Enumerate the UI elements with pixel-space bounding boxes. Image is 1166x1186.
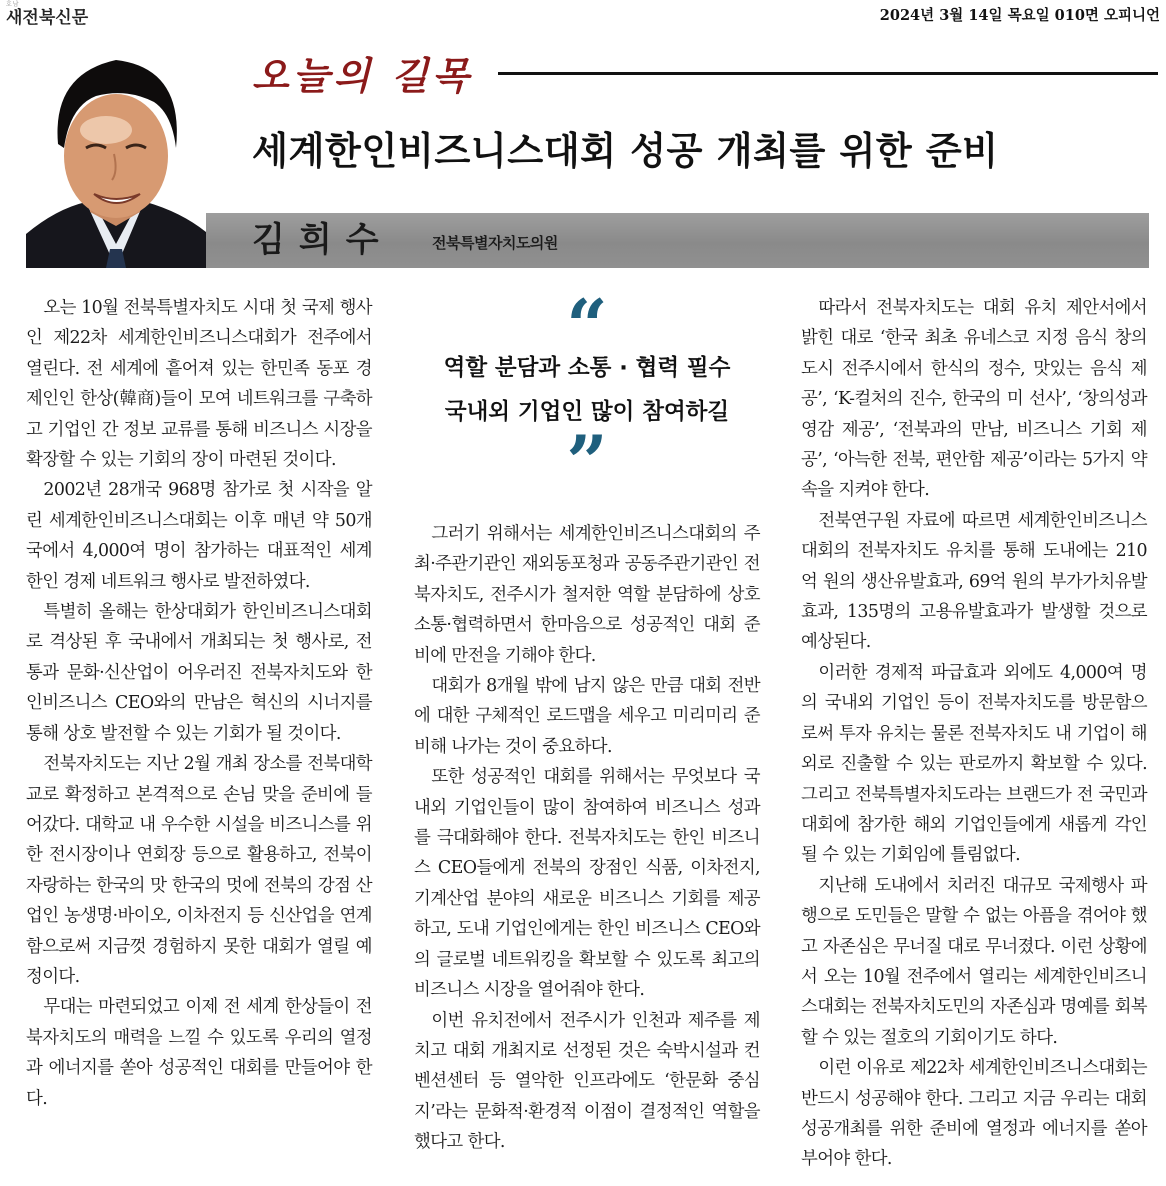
paragraph: 이런 이유로 제22차 세계한인비즈니스대회는 반드시 성공해야 한다. 그리고 지금 우리는 대회 성공개최를 위한 준비에 열정과 에너지를 쏟아부어야 한다. <box>801 1058 1147 1170</box>
series-title: 오늘의 길목 <box>252 53 473 98</box>
paragraph: 2002년 28개국 968명 참가로 첫 시작을 알린 세계한인비즈니스대회는 이후 매년 약 50개국에서 4,000여 명이 참가하는 대표적인 세계 한인 경제 네트워크 행사로 발전하였다. <box>26 480 372 592</box>
paragraph: 대회가 8개월 밖에 남지 않은 만큼 대회 전반에 대한 구체적인 로드맵을 세우고 미리미리 준비해 나가는 것이 중요하다. <box>414 676 760 757</box>
newspaper-masthead <box>6 2 88 27</box>
author-role: 전북특별자치도의원 <box>432 234 558 252</box>
pull-quote-line: 국내외 기업인 많이 참여하길 <box>444 399 730 425</box>
close-quote-icon: ” <box>566 434 608 482</box>
byline-bar <box>206 213 1149 268</box>
paragraph: 무대는 마련되었고 이제 전 세계 한상들이 전북자치도의 매력을 느낄 수 있도록 우리의 열정과 에너지를 쏟아 성공적인 대회를 만들어야 한다. <box>26 997 372 1109</box>
series-divider <box>498 72 1158 75</box>
article-column-2 <box>414 519 760 1158</box>
paragraph: 이러한 경제적 파급효과 외에도 4,000여 명의 국내외 기업인 등이 전북자치도를 방문함으로써 투자 유치는 물론 전북자치도 내 기업이 해외로 진출할 수 있는 판로까지 확보할 수 있다. 그리고 전북특별자치도라는 브랜드가 전 국민과 대회에 참가한 해외 기업인들에게 새롭게 각인될 수 있는 기회임에 틀림없다. <box>801 662 1147 866</box>
dateline: 2024년 3월 14일 목요일 010면 오피니언 <box>879 7 1160 24</box>
author-photo <box>26 44 206 268</box>
article-column-3 <box>801 293 1147 1175</box>
article-column-1 <box>26 293 372 1114</box>
paragraph: 전북자치도는 지난 2월 개최 장소를 전북대학교로 확정하고 본격적으로 손님 맞을 준비에 들어갔다. 대학교 내 우수한 시설을 비즈니스를 위한 전시장이나 연회장 등으로 활용하고, 전북이 자랑하는 한국의 맛 한국의 멋에 전북의 강점 산업인 농생명·바이오, 이차전지 등 신산업을 연계함으로써 지금껏 경험하지 못한 대회가 열릴 예정이다. <box>26 754 372 987</box>
portrait-icon <box>26 44 206 268</box>
paragraph: 따라서 전북자치도는 대회 유치 제안서에서 밝힌 대로 ‘한국 최초 유네스코 지정 음식 창의도시 전주시에서 한식의 정수, 맛있는 음식 제공’, ‘K-컬처의 진수, 한국의 미 선사’, ‘창의성과 영감 제공’, ‘전북과의 만남, 비즈니스 기회 제공’, ‘아늑한 전북, 편안함 제공’이라는 5가지 약속을 지켜야 한다. <box>801 298 1147 501</box>
paragraph: 또한 성공적인 대회를 위해서는 무엇보다 국내외 기업인들이 많이 참여하여 비즈니스 성과를 극대화해야 한다. 전북자치도는 한인 비즈니스 CEO들에게 전북의 장점인 식품, 이차전지, 기계산업 분야의 새로운 비즈니스 기회를 제공하고, 도내 기업인에게는 한인 비즈니스 CEO와의 글로벌 네트워킹을 확보할 수 있도록 최고의 비즈니스 시장을 열어줘야 한다. <box>414 767 760 1001</box>
pull-quote <box>412 296 762 482</box>
paragraph: 오는 10월 전북특별자치도 시대 첫 국제 행사인 제22차 세계한인비즈니스대회가 전주에서 열린다. 전 세계에 흩어져 있는 한민족 동포 경제인인 한상(韓商)들이 모여 네트워크를 구축하고 기업인 간 정보 교류를 통해 비즈니스 시장을 확장할 수 있는 기회의 장이 마련된 것이다. <box>26 298 372 471</box>
paragraph: 특별히 올해는 한상대회가 한인비즈니스대회로 격상된 후 국내에서 개최되는 첫 행사로, 전통과 문화·신산업이 어우러진 전북자치도와 한인비즈니스 CEO와의 만남은 혁신의 시너지를 통해 상호 발전할 수 있는 기회가 될 것이다. <box>26 602 372 744</box>
paragraph: 그러기 위해서는 세계한인비즈니스대회의 주최·주관기관인 재외동포청과 공동주관기관인 전북자치도, 전주시가 철저한 역할 분담하에 상호 소통·협력하면서 한마음으로 성공적인 대회 준비에 만전을 기해야 한다. <box>414 524 760 666</box>
author-name: 김희수 <box>252 220 393 260</box>
pull-quote-line: 역할 분담과 소통 · 협력 필수 <box>443 355 731 381</box>
open-quote-icon: “ <box>566 296 608 346</box>
paragraph: 이번 유치전에서 전주시가 인천과 제주를 제치고 대회 개최지로 선정된 것은 숙박시설과 컨벤션센터 등 열악한 인프라에도 ‘한문화 중심지’라는 문화적·환경적 이점이 결정적인 역할을 했다고 한다. <box>414 1010 760 1153</box>
masthead-small-mark: 호남 <box>6 1 20 8</box>
paragraph: 전북연구원 자료에 따르면 세계한인비즈니스대회의 전북자치도 유치를 통해 도내에는 210억 원의 생산유발효과, 69억 원의 부가가치유발효과, 135명의 고용유발효과가 발생할 것으로 예상된다. <box>801 510 1147 653</box>
paragraph: 지난해 도내에서 치러진 대규모 국제행사 파행으로 도민들은 말할 수 없는 아픔을 겪어야 했고 자존심은 무너질 대로 무너졌다. 이런 상황에서 오는 10월 전주에서 열리는 세계한인비즈니스대회는 전북자치도민의 자존심과 명예를 회복할 수 있는 절호의 기회이기도 하다. <box>801 875 1147 1048</box>
newspaper-name: 새전북신문 <box>6 8 89 28</box>
article-headline: 세계한인비즈니스대회 성공 개최를 위한 준비 <box>252 129 999 173</box>
